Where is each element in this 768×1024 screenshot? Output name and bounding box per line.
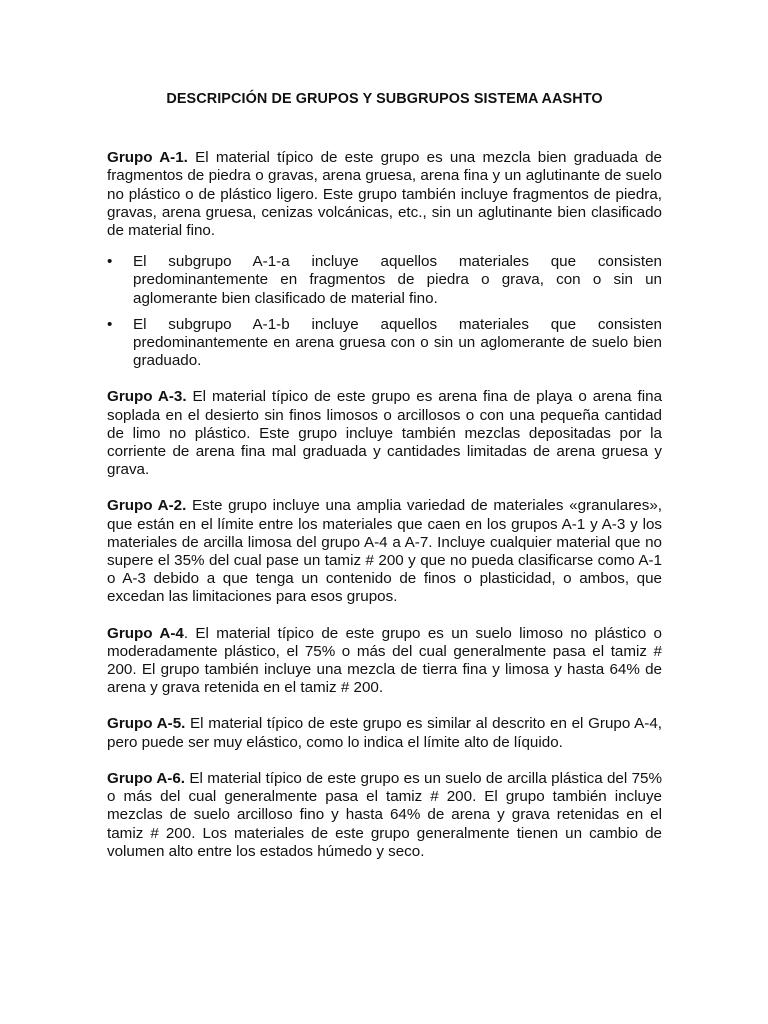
paragraph-text: El material típico de este grupo es arena fina de playa o arena fina soplada en el desierto sin finos limosos o arcillosos o con una pequeña cantidad de limo no plástico. Este grupo incluye también mezclas depositadas por la corriente de arena fina mal graduada y cantidades limitadas de arena gruesa y grava. bbox=[107, 388, 663, 479]
paragraph-text: Este grupo incluye una amplia variedad de materiales «granulares», que están en el límite entre los materiales que caen en los grupos A-1 y A-3 y los materiales de arcilla limosa del grupo A-4 a A-7. Incluye cualquier material que no supere el 35% del cual pase un tamiz # 200 y que no pueda clasificarse como A-1 o A-3 debido a que tenga un contenido de finos o plasticidad, o ambos, que excedan las limitaciones para esos grupos. bbox=[107, 497, 663, 606]
document-page bbox=[107, 90, 662, 879]
paragraph-grupo-a4 bbox=[107, 625, 662, 698]
list-item-text: El subgrupo A-1-b incluye aquellos materiales que consisten predominantemente en arena gruesa con o sin un aglomerante de suelo bien graduado. bbox=[133, 315, 662, 370]
paragraph-lead: Grupo A-4 bbox=[107, 624, 184, 642]
paragraph-lead: Grupo A-2. bbox=[107, 497, 187, 515]
paragraph-lead: Grupo A-3. bbox=[107, 388, 187, 406]
list-item-text: El subgrupo A-1-a incluye aquellos materiales que consisten predominantemente en fragmentos de piedra o grava, con o sin un aglomerante bien clasificado de material fino. bbox=[133, 253, 662, 307]
paragraph-lead: Grupo A-1. bbox=[107, 149, 188, 167]
list-item-subgroup-a1b bbox=[107, 316, 662, 371]
paragraph-grupo-a3 bbox=[107, 388, 662, 479]
subgroup-list bbox=[107, 253, 662, 370]
paragraph-lead: Grupo A-5. bbox=[107, 715, 186, 733]
paragraph-grupo-a6 bbox=[107, 770, 662, 861]
paragraph-grupo-a2 bbox=[107, 497, 662, 606]
paragraph-grupo-a1 bbox=[107, 149, 662, 240]
document-title: DESCRIPCIÓN DE GRUPOS Y SUBGRUPOS SISTEMA AASHTO bbox=[166, 91, 603, 107]
paragraph-text: El material típico de este grupo es una mezcla bien graduada de fragmentos de piedra o gravas, arena gruesa, arena fina y un aglutinante de suelo no plástico o de plástico ligero. Este grupo también incluye fragmentos de piedra, gravas, arena gruesa, cenizas volcánicas, etc., sin un aglutinante bien clasificado de material fino. bbox=[107, 149, 662, 240]
bullet-icon: • bbox=[107, 315, 113, 333]
paragraph-text: . El material típico de este grupo es un suelo limoso no plástico o moderadamente plástico, el 75% o más del cual generalmente pasa el tamiz # 200. El grupo también incluye una mezcla de tierra fina y limosa y hasta 64% de arena y grava retenida en el tamiz # 200. bbox=[107, 624, 662, 697]
paragraph-lead: Grupo A-6. bbox=[107, 769, 186, 787]
bullet-icon: • bbox=[107, 253, 113, 271]
list-item-subgroup-a1a bbox=[107, 253, 662, 308]
paragraph-grupo-a5 bbox=[107, 715, 662, 751]
paragraph-text: El material típico de este grupo es similar al descrito en el Grupo A-4, pero puede ser muy elástico, como lo indica el límite alto de líquido. bbox=[107, 715, 662, 751]
paragraph-text: El material típico de este grupo es un suelo de arcilla plástica del 75% o más del cual generalmente pasa el tamiz # 200. El grupo también incluye mezclas de suelo arcilloso fino y hasta 64% de arena y grava retenidas en el tamiz # 200. Los materiales de este grupo generalmente tienen un cambio de volumen alto entre los estados húmedo y seco. bbox=[107, 769, 662, 860]
